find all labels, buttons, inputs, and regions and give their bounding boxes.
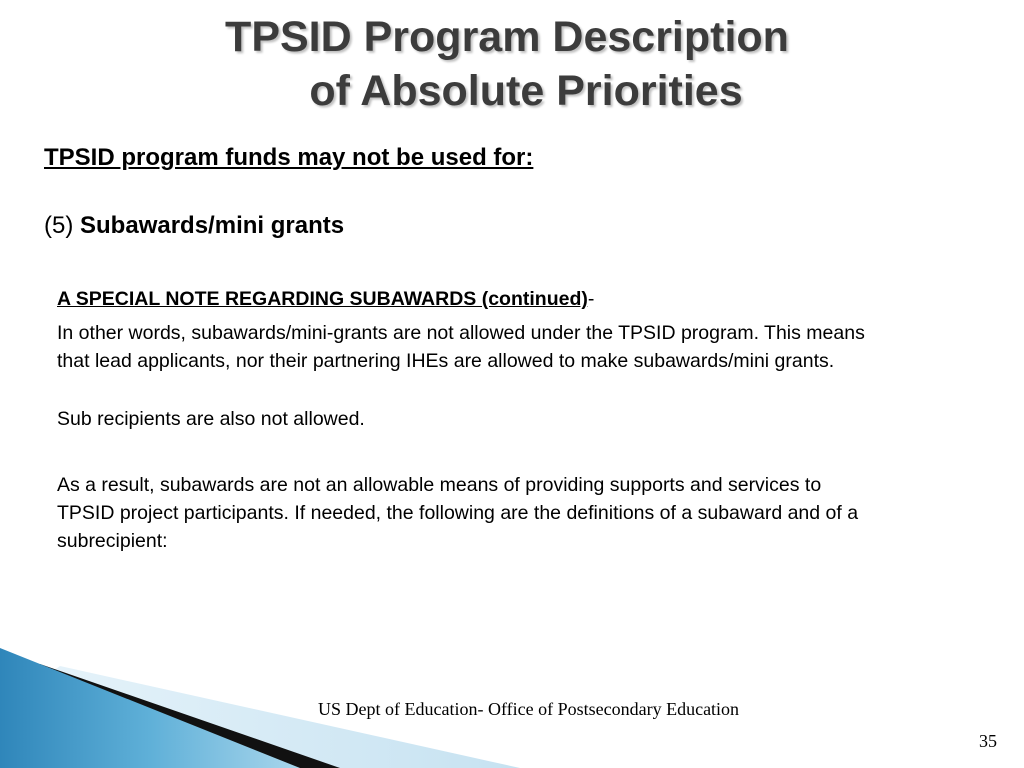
title-line-1: TPSID Program Description bbox=[225, 13, 789, 61]
slide-title bbox=[0, 10, 1024, 118]
body-text bbox=[57, 285, 877, 555]
swoosh-blue-band bbox=[0, 648, 300, 768]
page-number: 35 bbox=[979, 731, 997, 751]
special-note-label: A SPECIAL NOTE REGARDING SUBAWARDS (continued) bbox=[57, 288, 588, 310]
item-label: Subawards/mini grants bbox=[80, 212, 345, 239]
title-line-2: of Absolute Priorities bbox=[309, 67, 743, 115]
paragraph-3: As a result, subawards are not an allowable means of providing supports and services to TPSID project participants. If needed, the following are the definitions of a subaward and of a subrecipient: bbox=[57, 474, 859, 552]
item-number: (5) bbox=[44, 212, 74, 239]
special-note-line bbox=[57, 285, 877, 313]
section-heading: TPSID program funds may not be used for: bbox=[44, 144, 534, 171]
paragraph-1: In other words, subawards/mini-grants are not allowed under the TPSID program. This means that lead applicants, nor their partnering IHEs are allowed to make subawards/mini grants. bbox=[57, 322, 865, 372]
special-note-dash: - bbox=[587, 288, 595, 310]
list-item-5 bbox=[44, 212, 344, 240]
footer-text: US Dept of Education- Office of Postsecondary Education bbox=[318, 699, 740, 719]
paragraph-2: Sub recipients are also not allowed. bbox=[57, 408, 365, 430]
